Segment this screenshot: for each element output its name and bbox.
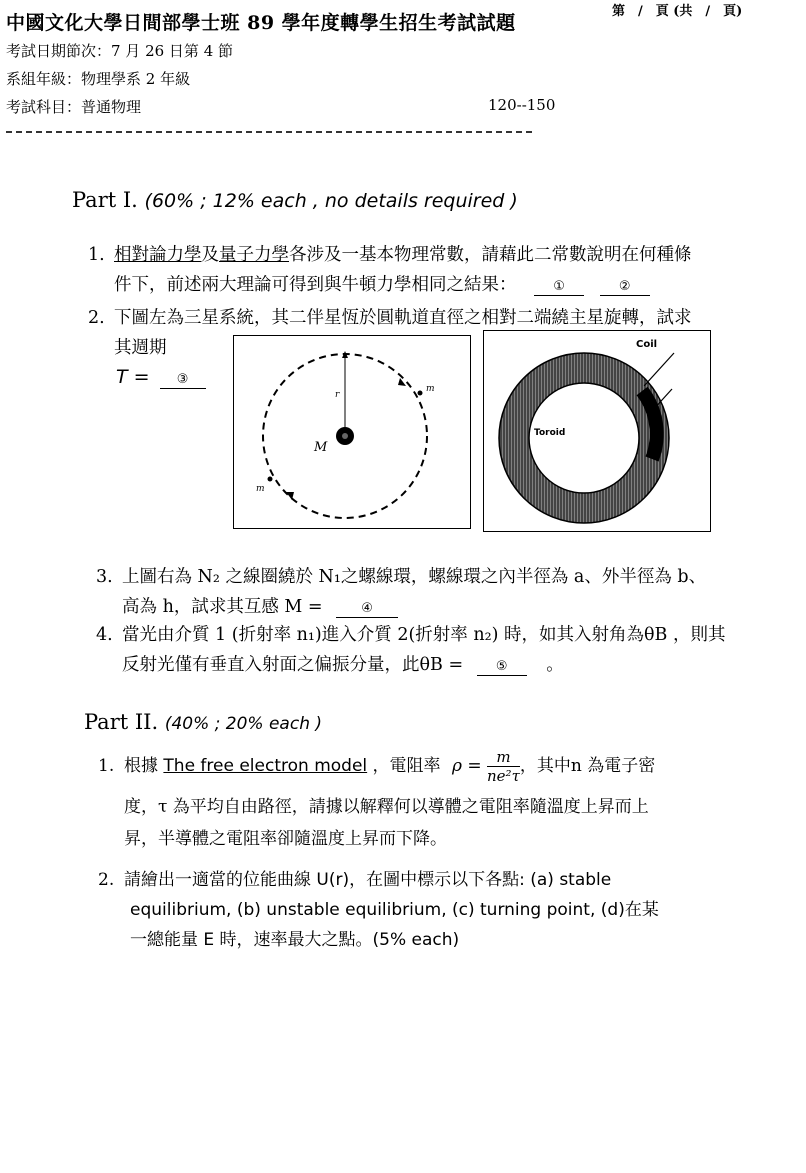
q4-end-mark: 。 — [546, 655, 564, 675]
question-number: 4. — [96, 625, 113, 645]
keyword-relativity: 相對論力學 — [114, 245, 202, 265]
p2q1-text-line2: 度，τ 為平均自由路徑，請據以解釋何以導體之電阻率隨溫度上昇而上 — [124, 797, 649, 817]
label-M: M — [314, 440, 328, 455]
answer-blank-3[interactable]: ③ — [160, 372, 206, 389]
page-number: 第 / 頁 (共 / 頁) — [612, 4, 743, 19]
question-number: 1. — [88, 245, 105, 265]
q2-text-line2: 其週期 — [114, 338, 167, 358]
p2q2-text-line1: 請繪出一適當的位能曲線 U(r)，在圖中標示以下各點: (a) stable — [124, 870, 612, 890]
part2-question-1 — [98, 748, 655, 855]
central-star-highlight — [342, 433, 348, 439]
q4-text-line1: 當光由介質 1 (折射率 n₁)進入介質 2(折射率 n₂) 時，如其入射角為θB ，則其 — [122, 625, 726, 645]
free-electron-model-term: The free electron model — [163, 756, 368, 776]
p2q1-text-a: 根據 — [124, 756, 158, 776]
question-4 — [96, 620, 725, 680]
p2q1-text-c: ，電阻率 — [372, 756, 441, 776]
part1-note: (60% ; 12% each , no details required ) — [144, 190, 518, 212]
part2-note: (40% ; 20% each ) — [164, 714, 323, 734]
header-divider — [6, 131, 532, 133]
part2-title: Part II. — [84, 710, 159, 734]
part1-title: Part I. — [72, 188, 138, 212]
q2-answer — [116, 366, 206, 389]
label-m-right: m — [426, 384, 435, 394]
q1-text-line2: 件下，前述兩大理論可得到與牛頓力學相同之結果： — [114, 275, 517, 295]
three-star-figure — [233, 335, 471, 529]
question-1 — [88, 240, 692, 300]
q3-text-line2: 高為 h，試求其互感 M = — [122, 597, 323, 617]
coil-label: Coil — [636, 339, 658, 350]
coil-pointer-1 — [644, 353, 674, 386]
q2-answer-label: T = — [116, 366, 150, 388]
resistivity-fraction — [487, 748, 520, 785]
question-number: 2. — [88, 308, 105, 328]
part2-heading — [84, 710, 322, 734]
exam-date: 考試日期節次：7 月 26 日第 4 節 — [6, 42, 234, 60]
department: 系組年級：物理學系 2 年級 — [6, 70, 191, 88]
toroid-label: Toroid — [534, 428, 566, 438]
resistivity-symbol: ρ = — [451, 756, 482, 776]
question-number: 2. — [98, 870, 115, 890]
companion-star-2 — [268, 477, 273, 482]
answer-blank-2[interactable]: ② — [600, 279, 650, 296]
toroid-inner-edge — [529, 383, 639, 493]
part2-question-2 — [98, 865, 659, 955]
p2q1-text-line3: 昇，半導體之電阻率卻隨溫度上昇而下降。 — [124, 829, 447, 849]
toroid-diagram — [484, 331, 710, 531]
label-r: r — [335, 390, 340, 400]
p2q1-text-d: ，其中n 為電子密 — [519, 756, 656, 776]
fraction-denominator: ne²τ — [487, 767, 520, 785]
keyword-quantum: 量子力學 — [219, 245, 289, 265]
question-number: 3. — [96, 567, 113, 587]
orbit-arrow-right — [398, 378, 406, 386]
question-3 — [96, 562, 706, 622]
toroid-figure — [483, 330, 711, 532]
q2-text-line1: 下圖左為三星系統，其二伴星恆於圓軌道直徑之相對二端繞主星旋轉，試求 — [114, 308, 692, 328]
p2q2-text-line2: equilibrium, (b) unstable equilibrium, (c) turning point, (d)在某 — [130, 900, 659, 920]
answer-blank-5[interactable]: ⑤ — [477, 659, 527, 676]
answer-blank-1[interactable]: ① — [534, 279, 584, 296]
subject-code: 120--150 — [488, 96, 556, 114]
three-star-diagram — [234, 336, 470, 528]
q4-text-line2: 反射光僅有垂直入射面之偏振分量，此θB = — [122, 655, 464, 675]
q1-text-line1: 各涉及一基本物理常數，請藉此二常數說明在何種條 — [289, 245, 692, 265]
companion-star-1 — [418, 391, 423, 396]
toroid-ring — [514, 368, 654, 508]
label-m-left: m — [256, 484, 265, 494]
q3-text-line1: 上圖右為 N₂ 之線圈繞於 N₁之螺線環，螺線環之內半徑為 a、外半徑為 b、 — [122, 567, 707, 587]
p2q2-text-line3: 一總能量 E 時，速率最大之點。(5% each) — [130, 930, 460, 950]
subject: 考試科目：普通物理 — [6, 98, 142, 116]
fraction-numerator: m — [487, 748, 520, 767]
q1-text-and: 及 — [201, 245, 219, 265]
answer-blank-4[interactable]: ④ — [336, 601, 398, 618]
part1-heading — [72, 188, 518, 212]
question-number: 1. — [98, 756, 115, 776]
exam-title: 中國文化大學日間部學士班 89 學年度轉學生招生考試試題 — [6, 12, 516, 34]
